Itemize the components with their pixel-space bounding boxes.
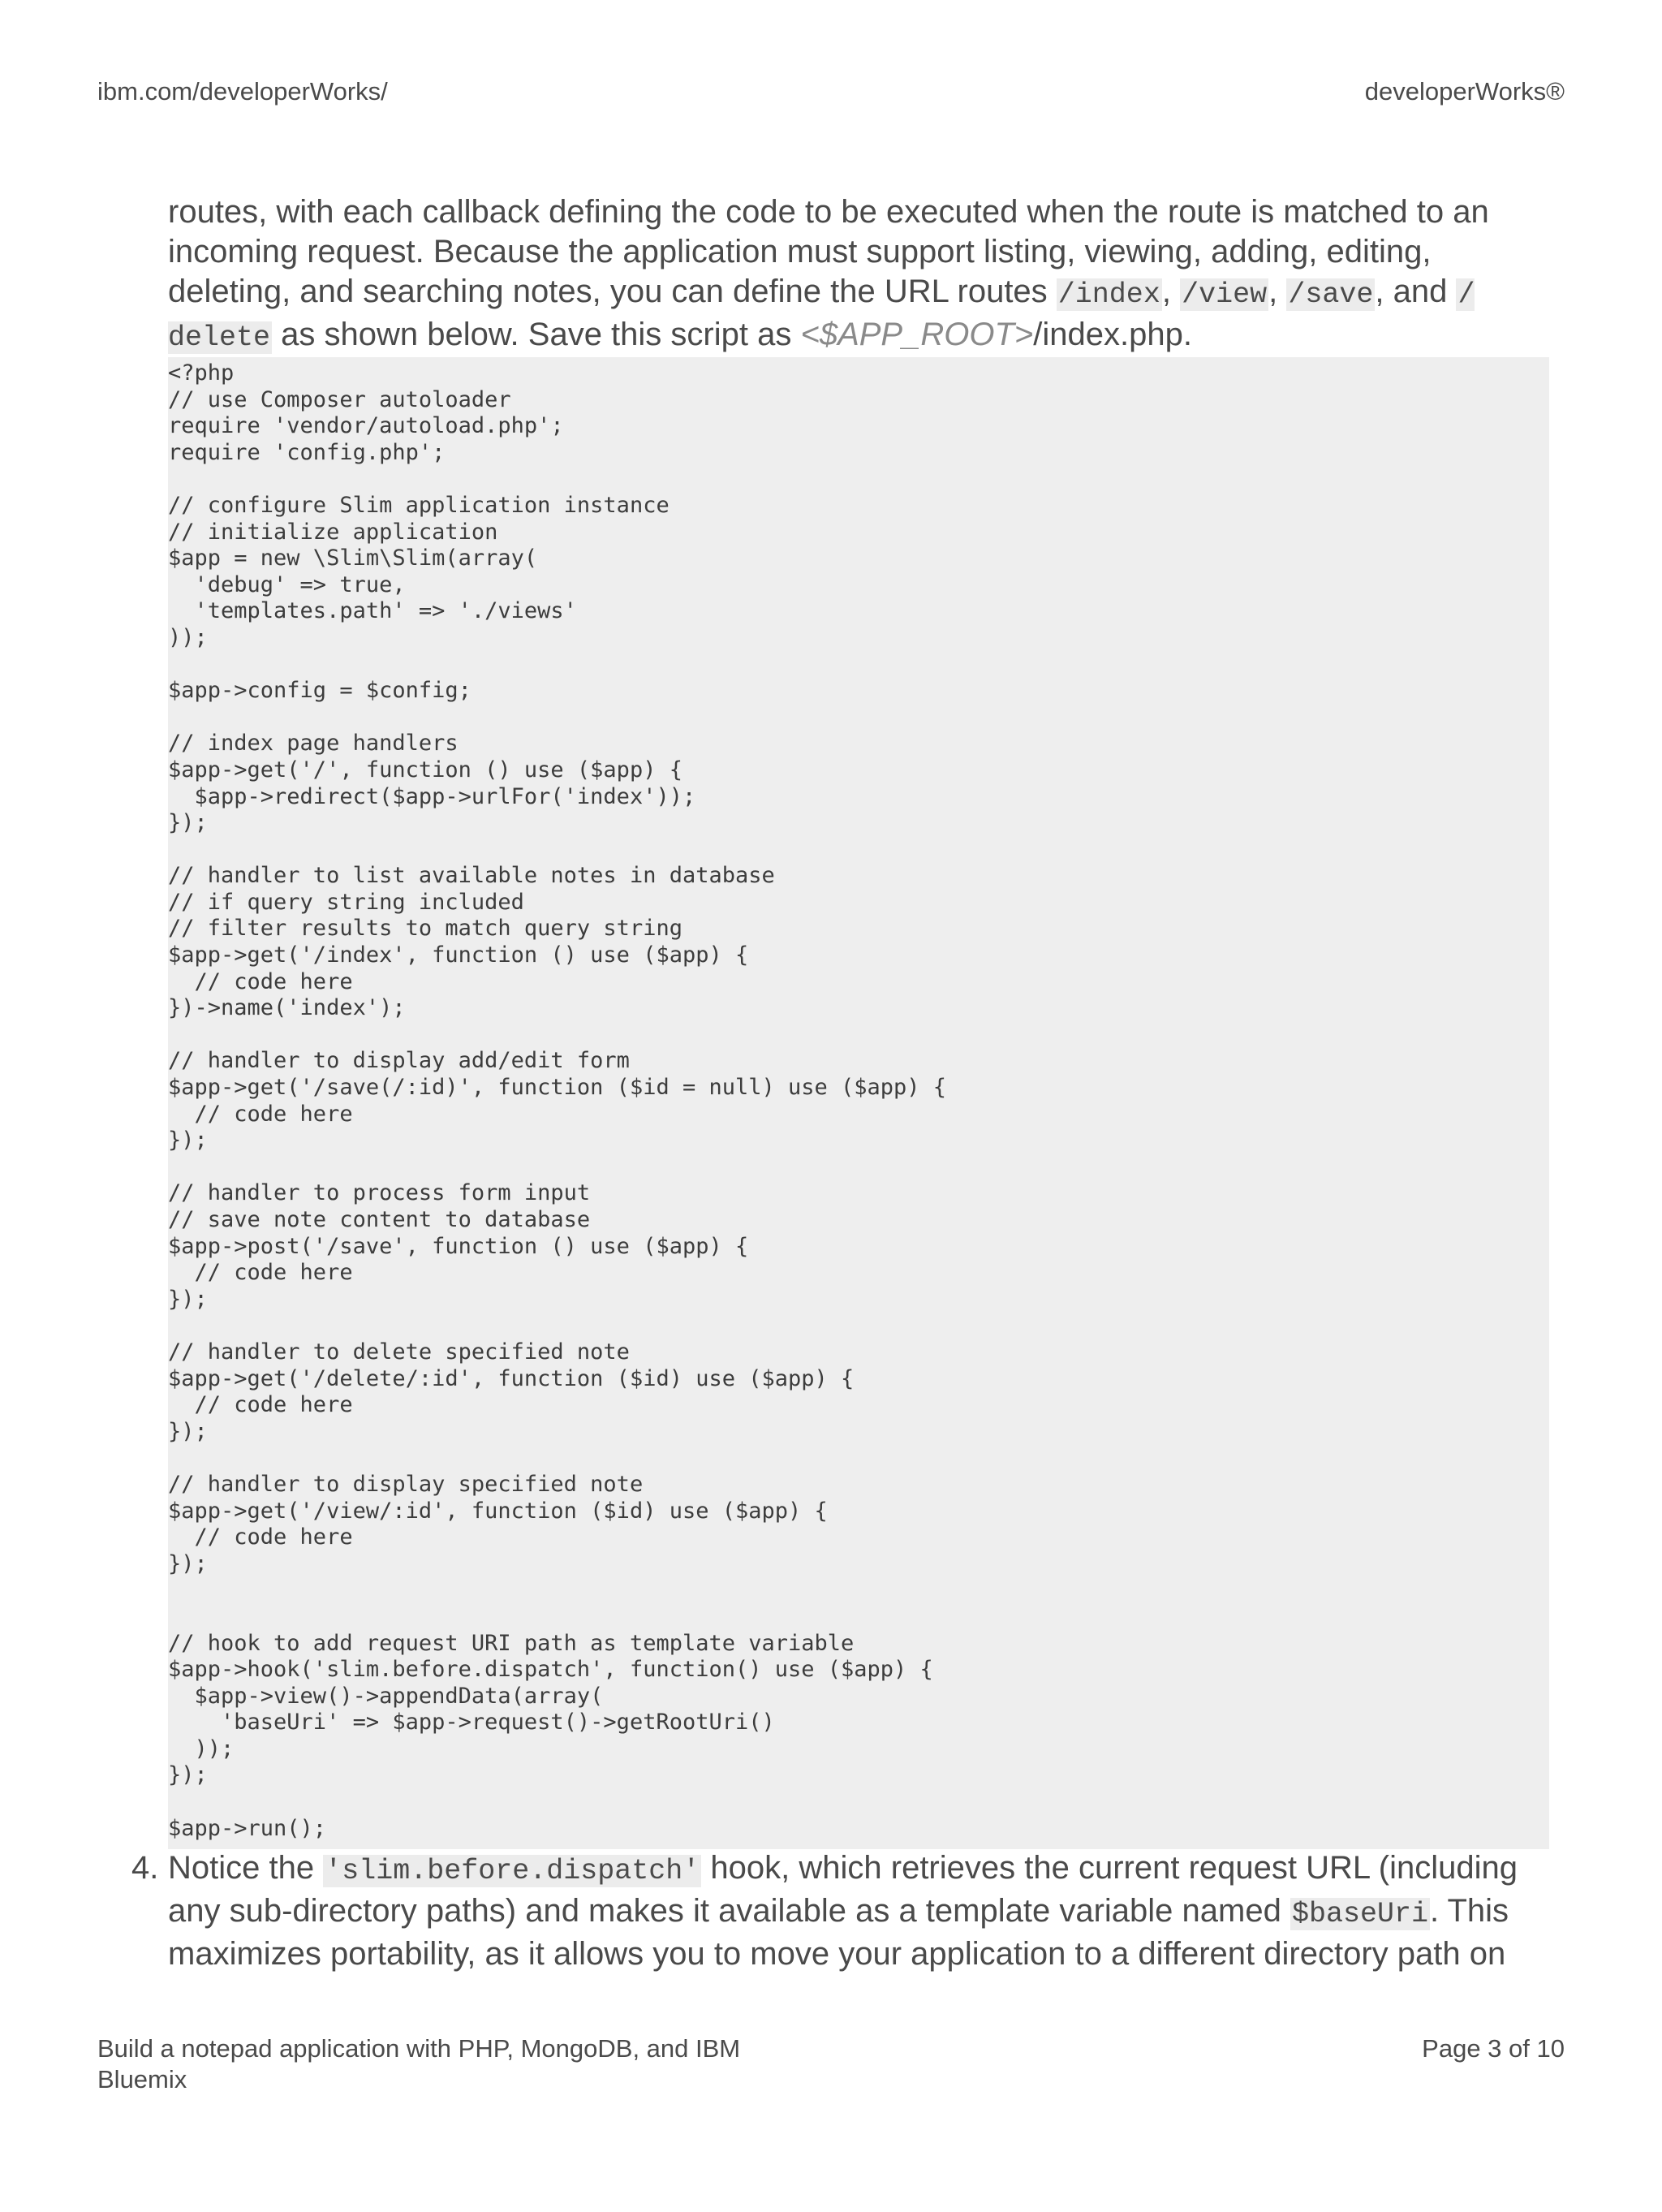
index-file-path: /index.php. bbox=[1033, 317, 1192, 352]
code-line bbox=[168, 1604, 1549, 1631]
code-line: // save note content to database bbox=[168, 1207, 591, 1232]
code-line: $app->config = $config; bbox=[168, 678, 471, 704]
code-line: }); bbox=[168, 810, 208, 836]
code-line: // handler to display add/edit form bbox=[168, 1048, 630, 1074]
code-line: $app->get('/view/:id', function ($id) use ($app) { bbox=[168, 1498, 828, 1524]
code-line: // initialize application bbox=[168, 519, 498, 545]
intro-paragraph bbox=[168, 192, 1499, 358]
code-line bbox=[168, 1154, 1549, 1181]
hook-name-code: 'slim.before.dispatch' bbox=[325, 1855, 700, 1887]
route-delete-code: / delete bbox=[168, 278, 1475, 354]
code-line bbox=[168, 652, 1549, 679]
footer-article-title: Build a notepad application with PHP, MongoDB, and IBM Bluemix bbox=[97, 2034, 741, 2093]
intro-text-1: routes, with each callback defining the code to be executed when the route is matched to an incoming request. Because the application must support listing, viewing, adding, editing, deleting, and searching notes, you can define the URL routes bbox=[168, 194, 1489, 309]
route-view-code: /view bbox=[1182, 278, 1268, 311]
code-line: $app->get('/delete/:id', function ($id) use ($app) { bbox=[168, 1365, 855, 1391]
code-line bbox=[168, 705, 1549, 731]
intro-sep-2: , bbox=[1268, 274, 1287, 309]
code-line: $app->view()->appendData(array( bbox=[168, 1683, 604, 1709]
code-line: require 'vendor/autoload.php'; bbox=[168, 413, 564, 439]
item4-text-3: . This maximizes portability, as it allows you to move your application to a different directory path on bbox=[168, 1893, 1509, 1972]
code-line: // configure Slim application instance bbox=[168, 492, 670, 518]
code-line: // handler to display specified note bbox=[168, 1471, 644, 1497]
code-line: })->name('index'); bbox=[168, 995, 406, 1021]
code-line: // code here bbox=[168, 1392, 353, 1418]
code-line: // handler to process form input bbox=[168, 1180, 591, 1206]
code-line bbox=[168, 1313, 1549, 1339]
route-index-code: /index bbox=[1057, 278, 1160, 311]
intro-sep-1: , bbox=[1161, 274, 1181, 309]
code-line: require 'config.php'; bbox=[168, 439, 446, 465]
intro-text-2: as shown below. Save this script as bbox=[272, 317, 801, 352]
item4-text-2: hook, which retrieves the current request URL (including any sub-directory paths) and makes it available as a template variable named bbox=[168, 1850, 1518, 1929]
code-line: 'debug' => true, bbox=[168, 571, 406, 597]
code-line: }); bbox=[168, 1550, 208, 1576]
code-line: // handler to list available notes in database bbox=[168, 863, 775, 889]
code-line: // handler to delete specified note bbox=[168, 1339, 630, 1365]
code-line: // code here bbox=[168, 968, 353, 994]
item4-text-1: Notice the bbox=[168, 1850, 324, 1886]
code-line: 'templates.path' => './views' bbox=[168, 598, 577, 624]
code-line: // use Composer autoloader bbox=[168, 386, 511, 412]
code-line: }); bbox=[168, 1762, 208, 1788]
code-line: $app->post('/save', function () use ($app) { bbox=[168, 1233, 749, 1259]
code-line: $app->redirect($app->urlFor('index')); bbox=[168, 783, 696, 809]
code-listing bbox=[168, 357, 1549, 1849]
code-line: }); bbox=[168, 1286, 208, 1312]
intro-sep-3: , and bbox=[1375, 274, 1457, 309]
code-line: // index page handlers bbox=[168, 731, 459, 757]
code-line: $app->run(); bbox=[168, 1815, 327, 1841]
code-line: // code here bbox=[168, 1101, 353, 1127]
header-brand: developerWorks® bbox=[1364, 77, 1565, 106]
code-line: <?php bbox=[168, 360, 235, 386]
list-item-4 bbox=[131, 1848, 1531, 1974]
code-line: // hook to add request URI path as template variable bbox=[168, 1630, 855, 1656]
code-line: 'baseUri' => $app->request()->getRootUri() bbox=[168, 1710, 775, 1736]
code-line bbox=[168, 1789, 1549, 1816]
route-save-code: /save bbox=[1288, 278, 1374, 311]
header-site-url: ibm.com/developerWorks/ bbox=[97, 77, 388, 106]
base-uri-code: $baseUri bbox=[1291, 1898, 1428, 1930]
code-line: // if query string included bbox=[168, 889, 524, 915]
app-root-placeholder: <$APP_ROOT> bbox=[800, 317, 1034, 352]
code-line bbox=[168, 837, 1549, 864]
code-line: $app->get('/', function () use ($app) { bbox=[168, 757, 682, 783]
code-line bbox=[168, 466, 1549, 493]
code-line: }); bbox=[168, 1128, 208, 1153]
code-line bbox=[168, 1445, 1549, 1472]
code-line: $app->get('/index', function () use ($app) { bbox=[168, 942, 749, 968]
code-line: }); bbox=[168, 1418, 208, 1444]
code-line: // filter results to match query string bbox=[168, 916, 682, 942]
code-line: // code here bbox=[168, 1524, 353, 1550]
code-line bbox=[168, 1577, 1549, 1604]
code-line: )); bbox=[168, 624, 208, 650]
code-line: )); bbox=[168, 1736, 235, 1761]
code-line: $app->get('/save(/:id)', function ($id = null) use ($app) { bbox=[168, 1075, 947, 1101]
code-line bbox=[168, 1022, 1549, 1049]
code-line: // code here bbox=[168, 1260, 353, 1286]
code-line: $app = new \Slim\Slim(array( bbox=[168, 545, 538, 571]
list-item-number: 4. bbox=[131, 1850, 159, 1886]
code-line: $app->hook('slim.before.dispatch', function() use ($app) { bbox=[168, 1657, 933, 1683]
footer-page-number: Page 3 of 10 bbox=[1422, 2034, 1565, 2063]
